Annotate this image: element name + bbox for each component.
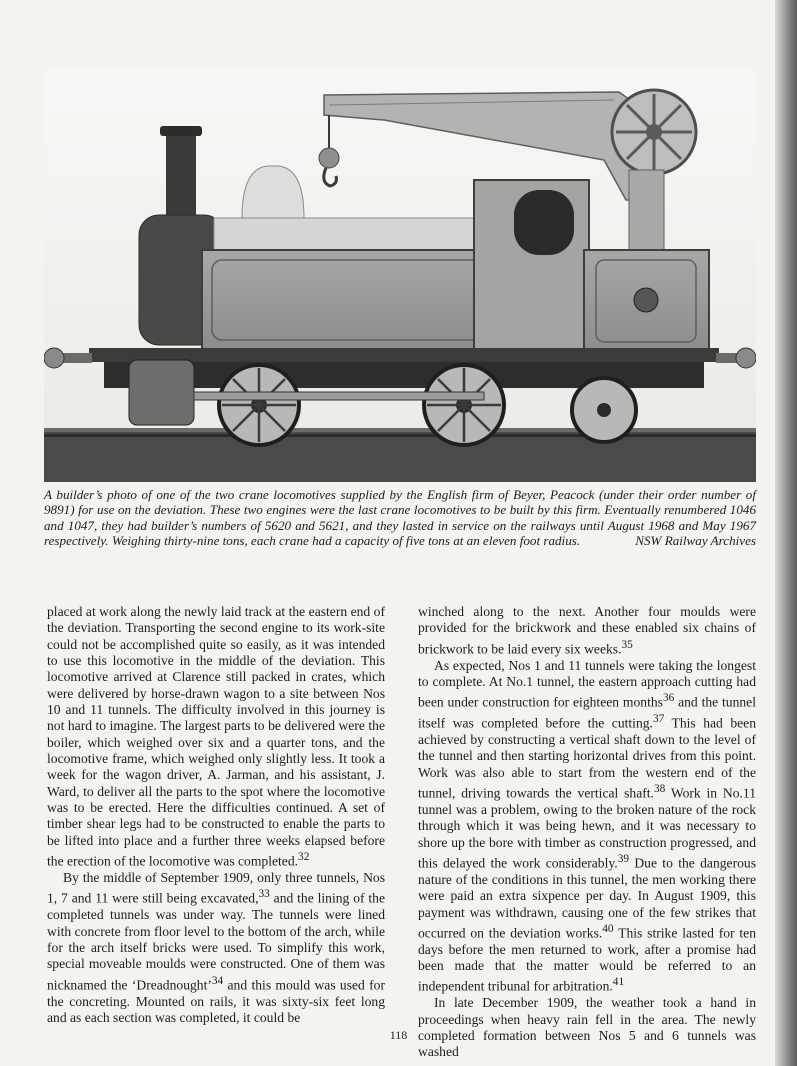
paragraph-text: As expected, Nos 1 and 11 tunnels were taking the longest to complete. At No.1 tunnel, the eastern approach cutting had been under construction for eighteen months xyxy=(418,657,756,710)
paragraph xyxy=(47,604,385,870)
footnote-ref: 40 xyxy=(602,922,614,935)
paragraph xyxy=(418,658,756,996)
paragraph xyxy=(47,870,385,1026)
footnote-ref: 37 xyxy=(652,713,665,726)
left-text-column xyxy=(47,604,385,1026)
footnote-ref: 35 xyxy=(621,638,633,651)
paragraph-text: Work in No.11 tunnel was a problem, owing to the broken nature of the rock through which it was being hewn, and it was necessary to shore up the bore with timber as construction progressed, and this delayed the work considerably. xyxy=(418,785,756,871)
footnote-ref: 39 xyxy=(617,852,630,865)
paragraph-text: and this mould was used for the concreting. Mounted on rails, it was sixty-six feet long and as each section was completed, it could be xyxy=(47,977,385,1025)
paragraph-text: By the middle of September 1909, only three tunnels, Nos 1, 7 and 11 were still being excavated, xyxy=(47,870,385,906)
book-gutter-edge xyxy=(775,0,797,1066)
paragraph-text: winched along to the next. Another four moulds were provided for the brickwork and these enabled six chains of brickwork to be laid every six weeks. xyxy=(418,604,756,657)
right-text-column xyxy=(418,604,756,1061)
paragraph xyxy=(418,604,756,658)
paragraph-text: This strike lasted for ten days before the men returned to work, after a promise had been made that the matter would be referred to an independent tribunal for arbitration. xyxy=(418,925,757,994)
photo-caption xyxy=(44,487,756,549)
paragraph-text: and the tunnel itself was completed before the cutting. xyxy=(418,694,756,731)
footnote-ref: 36 xyxy=(662,692,675,705)
caption-text: A builder’s photo of one of the two crane locomotives supplied by the English firm of Beyer, Peacock (under their order number of 9891) for use on the deviation. These two engines were the last crane locomotives to be built by this firm. Eventually renumbered 1046 and 1047, they had builder’s numbers of 5620 and 5621, and they lasted in service on the railways until August 1968 and May 1967 respectively. Weighing thirty-nine tons, each crane had a capacity of five tons at an eleven foot radius. xyxy=(44,487,756,549)
paragraph-text: Due to the dangerous nature of the conditions in this tunnel, the men working there were paid an extra sixpence per day. In August 1909, this payment was withdrawn, causing one of the few strikes that occurred on the deviation works. xyxy=(418,855,756,941)
page-number: 118 xyxy=(389,1028,408,1042)
footnote-ref: 32 xyxy=(298,851,310,864)
footnote-ref: 33 xyxy=(258,888,270,901)
paragraph-text: placed at work along the newly laid track at the eastern end of the deviation. Transporting the second engine to its work-site could not be accomplished quite so easily, as it was intended to use this locomotive in the middle of the deviation. This locomotive arrived at Clarence still packed in crates, which were delivered by horse-drawn wagon to a site between Nos 10 and 11 tunnels. The difficulty involved in this journey is not hard to imagine. The largest parts to be delivered were the boiler, which weighed over six and a quarter tons, and the locomotive frame, which weighed only slightly less. It took a week for the wagon driver, A. Jarman, and his assistant, J. Ward, to deliver all the parts to the spot where the locomotive was to be erected. Here the difficulties continued. A set of timber shear legs had to be constructed to enable the parts to be lifted into place and a further three weeks elapsed before the erection of the locomotive was completed. xyxy=(47,604,385,869)
footnote-ref: 38 xyxy=(653,783,666,796)
paragraph-text: In late December 1909, the weather took a hand in proceedings when heavy rain fell in the area. The newly completed formation between Nos 5 and 6 tunnels was washed xyxy=(418,995,756,1060)
locomotive-photo xyxy=(44,70,756,482)
footnote-ref: 41 xyxy=(612,976,625,989)
photo-credit: NSW Railway Archives xyxy=(635,533,756,549)
paragraph-text: and the lining of the completed tunnels was under way. The tunnels were lined with concrete from floor level to the bottom of the arch, while for the arch itself bricks were used. To simplify this work, special moveable moulds were constructed. One of them was nicknamed the ‘Dreadnought’ xyxy=(47,890,385,993)
footnote-ref: 34 xyxy=(211,974,224,987)
paragraph-text: This had been achieved by constructing a vertical shaft down to the level of the tunnel and then starting horizontal drives from this point. Work was also able to start from the western end of the tunnel, driving towards the vertical shaft. xyxy=(418,715,756,801)
